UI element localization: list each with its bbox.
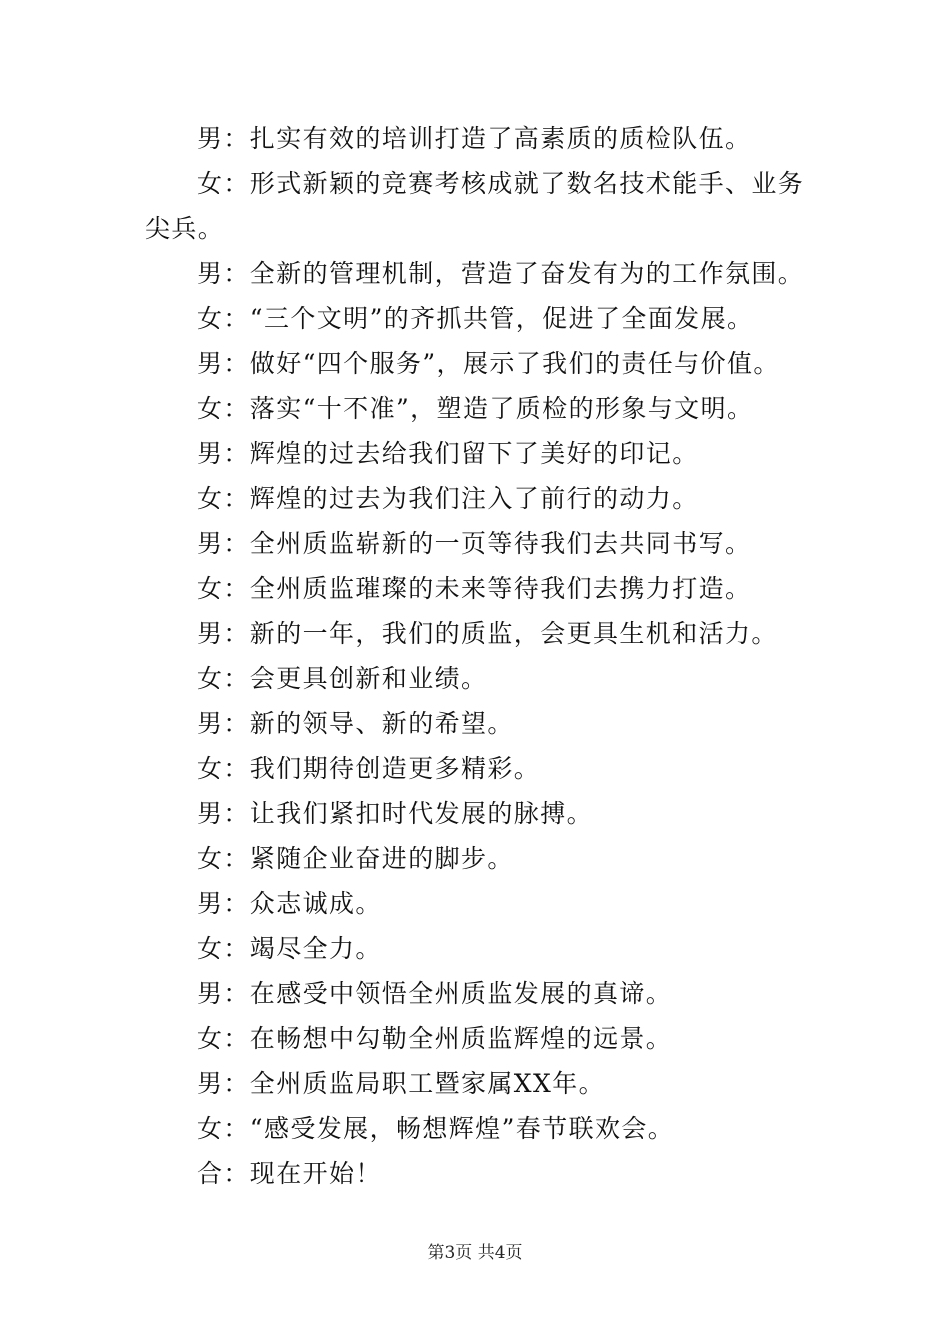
paragraph: 女：“感受发展，畅想辉煌”春节联欢会。 (197, 1114, 675, 1143)
document-body (145, 116, 809, 1196)
page-footer: 第3页 共4页 (427, 1243, 523, 1263)
paragraph: 男：全州质监崭新的一页等待我们去共同书写。 (197, 529, 752, 558)
paragraph: 男：让我们紧扣时代发展的脉搏。 (197, 799, 594, 828)
paragraph: 男：在感受中领悟全州质监发展的真谛。 (197, 979, 673, 1008)
paragraph: 女：形式新颖的竞赛考核成就了数名技术能手、业务尖兵。 (145, 169, 805, 243)
paragraph: 女：竭尽全力。 (197, 934, 382, 963)
paragraph: 男：全州质监局职工暨家属XX年。 (197, 1069, 605, 1098)
paragraph: 男：众志诚成。 (197, 889, 382, 918)
paragraph: 女：会更具创新和业绩。 (197, 664, 488, 693)
paragraph: 男：做好“四个服务”，展示了我们的责任与价值。 (197, 349, 780, 378)
paragraph: 女：“三个文明”的齐抓共管，促进了全面发展。 (197, 304, 754, 333)
paragraph: 女：辉煌的过去为我们注入了前行的动力。 (197, 484, 699, 513)
paragraph: 合：现在开始！ (197, 1159, 382, 1188)
paragraph: 女：全州质监璀璨的未来等待我们去携力打造。 (197, 574, 752, 603)
paragraph: 女：在畅想中勾勒全州质监辉煌的远景。 (197, 1024, 673, 1053)
paragraph: 女：落实“十不准”，塑造了质检的形象与文明。 (197, 394, 754, 423)
paragraph: 男：新的领导、新的希望。 (197, 709, 514, 738)
paragraph: 男：辉煌的过去给我们留下了美好的印记。 (197, 439, 699, 468)
paragraph: 男：新的一年，我们的质监，会更具生机和活力。 (197, 619, 778, 648)
paragraph: 男：全新的管理机制，营造了奋发有为的工作氛围。 (197, 259, 805, 288)
paragraph: 女：紧随企业奋进的脚步。 (197, 844, 514, 873)
paragraph: 男：扎实有效的培训打造了高素质的质检队伍。 (197, 124, 752, 153)
paragraph: 女：我们期待创造更多精彩。 (197, 754, 541, 783)
